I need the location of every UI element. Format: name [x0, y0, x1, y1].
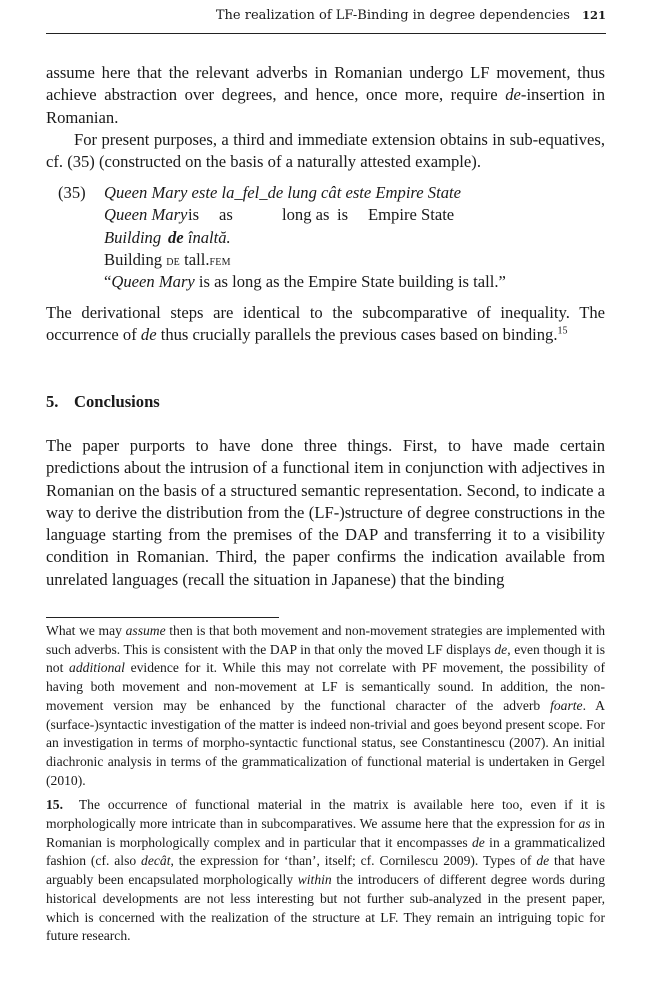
page-number: 121 [581, 8, 606, 22]
example-object-line-2: Building de înaltă. [104, 227, 231, 247]
footnote-ref-15[interactable]: 15 [557, 325, 568, 337]
body-lower [46, 435, 605, 591]
paragraph-3: The derivational steps are identical to the subcomparative of inequality. The occurrence of de thus crucially parallels the previous cases based on binding.$^{15}$ [46, 303, 605, 345]
example-lines [104, 182, 574, 293]
footnote-rule [46, 617, 279, 618]
section-heading [46, 392, 160, 412]
section-title: Conclusions [74, 392, 160, 411]
paragraph-4: The paper purports to have done three things. First, to have made certain predictions about the intrusion of a functional item in conjunction with adjectives in Romanian on the basis of a structured semantic representation. Second, to indicate a way to derive the distribution from the (LF-)structure of degree constructions in the language starting from the premises of the DAP and transferring it to a visibility condition in Romanian. Third, the paper confirms the indication available from unrelated languages (recall the situation in Japanese) that the binding [46, 436, 605, 589]
example-gloss-line-1: Queen Maryis as long as is Empire State [104, 205, 455, 225]
body-upper [46, 62, 605, 173]
footnote-number: 15. [46, 797, 63, 813]
example-number: (35) [58, 183, 86, 202]
running-title: The realization of LF-Binding in degree dependencies [215, 8, 570, 23]
example-gloss-line-2: Building de tall.fem [104, 249, 231, 269]
example-object-line-1: Queen Mary este la_fel_de lung cât este Empire State [104, 183, 461, 202]
footnotes [46, 622, 605, 952]
footnote-15: 15. The occurrence of functional material in the matrix is available here too, even if it is morphologically more intricate than in subcomparatives. We assume here that the expression for as in Romanian is morphologically complex and in particular that it encompasses de in a grammaticalized fashion (cf. also decât, the expression for ‘than’, itself; cf. Cornilescu 2009). Types of de that have arguably been encapsulated morphologically within the introducers of different degree words during historical developments are not less interesting but not further sub-analyzed in the present paper, which is concerned with the realization of the structure at LF. They remain an intriguing topic for future research. [46, 797, 605, 944]
example-translation: “Queen Mary is as long as the Empire State building is tall.” [104, 272, 506, 292]
paragraph-2: For present purposes, a third and immediate extension obtains in sub-equatives, cf. (35) (constructed on the basis of a naturally attested example). [46, 129, 605, 172]
running-head [46, 8, 606, 30]
paragraph-1: assume here that the relevant adverbs in Romanian undergo LF movement, thus achieve abstraction over degrees, and hence, once more, require de-insertion in Romanian. [46, 63, 605, 127]
section-number: 5. [46, 392, 59, 411]
body-middle [46, 302, 605, 347]
header-rule [46, 33, 606, 34]
footnote-14-continued: What we may assume then is that both movement and non-movement strategies are implemented with such adverbs. This is consistent with the DAP in that only the moved LF displays de, even though it is not additional evidence for it. While this may not correlate with PF movement, the possibility of having both movement and non-movement at LF is semantically sound. In addition, the non-movement version may be enhanced by the functional character of the adverb foarte. A (surface-)syntactic investigation of the matter is indeed non-trivial and goes beyond present scope. For an investigation in terms of morpho-syntactic functional status, see Constantinescu (2007). An initial diachronic analysis in terms of the grammaticalization of functional material is undertaken in Gergel (2010). [46, 623, 606, 788]
